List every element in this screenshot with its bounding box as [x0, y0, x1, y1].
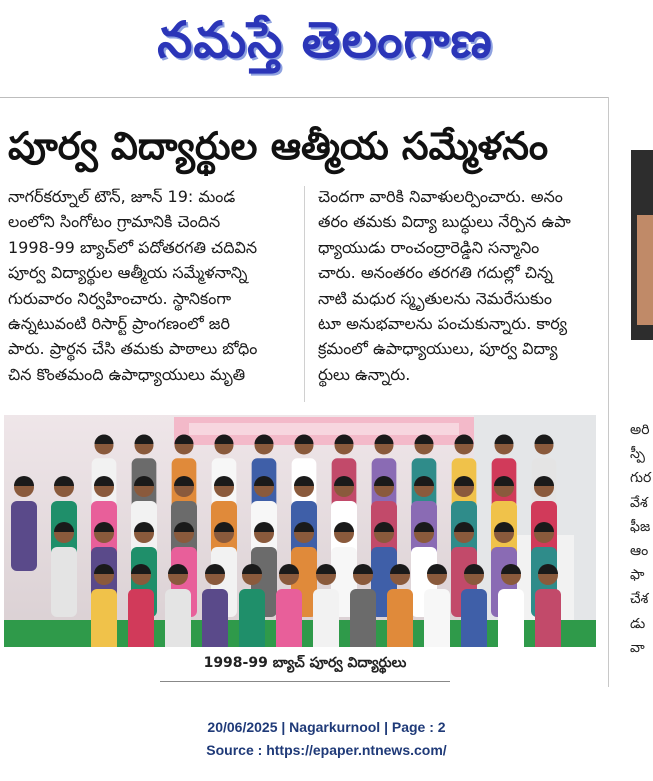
article-line: గురువారం నిర్వహించారు. స్థానికంగా: [8, 288, 232, 308]
photo-person: [424, 564, 450, 647]
clipped-previous-article: [0, 86, 608, 96]
article-line: చెందగా వారికి నివాళులర్పించారు. అనం: [318, 187, 563, 206]
adjacent-article-line: డు: [630, 615, 646, 632]
footer-date-edition: 20/06/2025 | Nagarkurnool | Page : 2: [207, 719, 446, 735]
photo-person: [350, 564, 376, 647]
article-line: ర్థులు ఉన్నారు.: [318, 364, 411, 384]
adjacent-article-line: వేశ: [630, 494, 648, 511]
article-line: చిన కొంతమంది ఉపాధ్యాయులు మృతి: [8, 364, 246, 384]
photo-person: [387, 564, 413, 647]
article-line: నాగర్‌కర్నూల్ టౌన్, జూన్ 19: మండ: [8, 187, 236, 206]
article-line: క్రమంలో ఉపాధ్యాయులు, పూర్వ విద్యా: [318, 339, 558, 359]
masthead-title: నమస్తే తెలంగాణ: [157, 11, 493, 69]
caption-underline: [160, 681, 450, 682]
masthead-logo: [110, 4, 540, 76]
photo-person: [461, 564, 487, 647]
photo-person: [11, 476, 37, 571]
adjacent-article-line: ఆం: [630, 542, 649, 559]
article-line: తరం తమకు విద్యా బుద్ధులు నేర్పిన ఉపా: [318, 212, 571, 232]
photo-person: [202, 564, 228, 647]
article-line: చారు. అనంతరం తరగతి గదుల్లో చిన్న: [318, 263, 553, 283]
column-divider: [304, 186, 305, 402]
photo-person: [239, 564, 265, 647]
article-column-right: [318, 184, 598, 387]
article-line: ఉన్నటువంటి రిసార్ట్ ప్రాంగణంలో జరి: [8, 314, 230, 334]
article-line: పూర్వ విద్యార్థుల ఆత్మీయ సమ్మేళనాన్ని: [8, 263, 248, 283]
photo-person: [535, 564, 561, 647]
photo-person: [276, 564, 302, 647]
adjacent-article-line: చేశ: [630, 591, 649, 608]
footer-source: Source : https://epaper.ntnews.com/: [206, 742, 447, 758]
photo-person: [498, 564, 524, 647]
adjacent-article-photo: [631, 150, 653, 340]
article-line: పారు. ప్రార్థన చేసి తమకు పాఠాలు బోధిం: [8, 339, 258, 359]
adjacent-article-line: స్పీ: [630, 446, 645, 463]
photo-person: [165, 564, 191, 647]
adjacent-article-line: వా: [630, 639, 645, 656]
group-photo: [4, 415, 596, 647]
article-column-left: [8, 184, 288, 387]
photo-person: [91, 564, 117, 647]
adjacent-article-line: అరి: [630, 422, 650, 438]
photo-person: [51, 522, 77, 617]
adjacent-article-line: ఫా: [630, 567, 645, 584]
article-headline: పూర్వ విద్యార్థుల ఆత్మీయ సమ్మేళనం: [8, 124, 549, 168]
article-line: లంలోని సింగోటం గ్రామానికి చెందిన: [8, 212, 221, 232]
article-line: టూ అనుభవాలను పంచుకున్నారు. కార్య: [318, 314, 568, 334]
column-divider-right: [608, 97, 609, 687]
article-line: 1998-99 బ్యాచ్‌లో పదోతరగతి చదివిన: [8, 237, 258, 257]
article-line: నాటి మధుర స్మృతులను నెమరేసుకుం: [318, 288, 552, 308]
adjacent-article-line: గుర: [630, 470, 652, 487]
footer: [0, 716, 653, 762]
top-divider: [0, 97, 608, 98]
article-line: ధ్యాయుడు రాంచంద్రారెడ్డిని సన్మానిం: [318, 237, 540, 257]
adjacent-article-line: ఫీజ: [630, 518, 651, 535]
photo-person: [313, 564, 339, 647]
photo-caption: 1998-99 బ్యాచ్ పూర్వ విద్యార్థులు: [203, 655, 407, 671]
adjacent-article-text: [630, 418, 653, 660]
photo-person: [128, 564, 154, 647]
